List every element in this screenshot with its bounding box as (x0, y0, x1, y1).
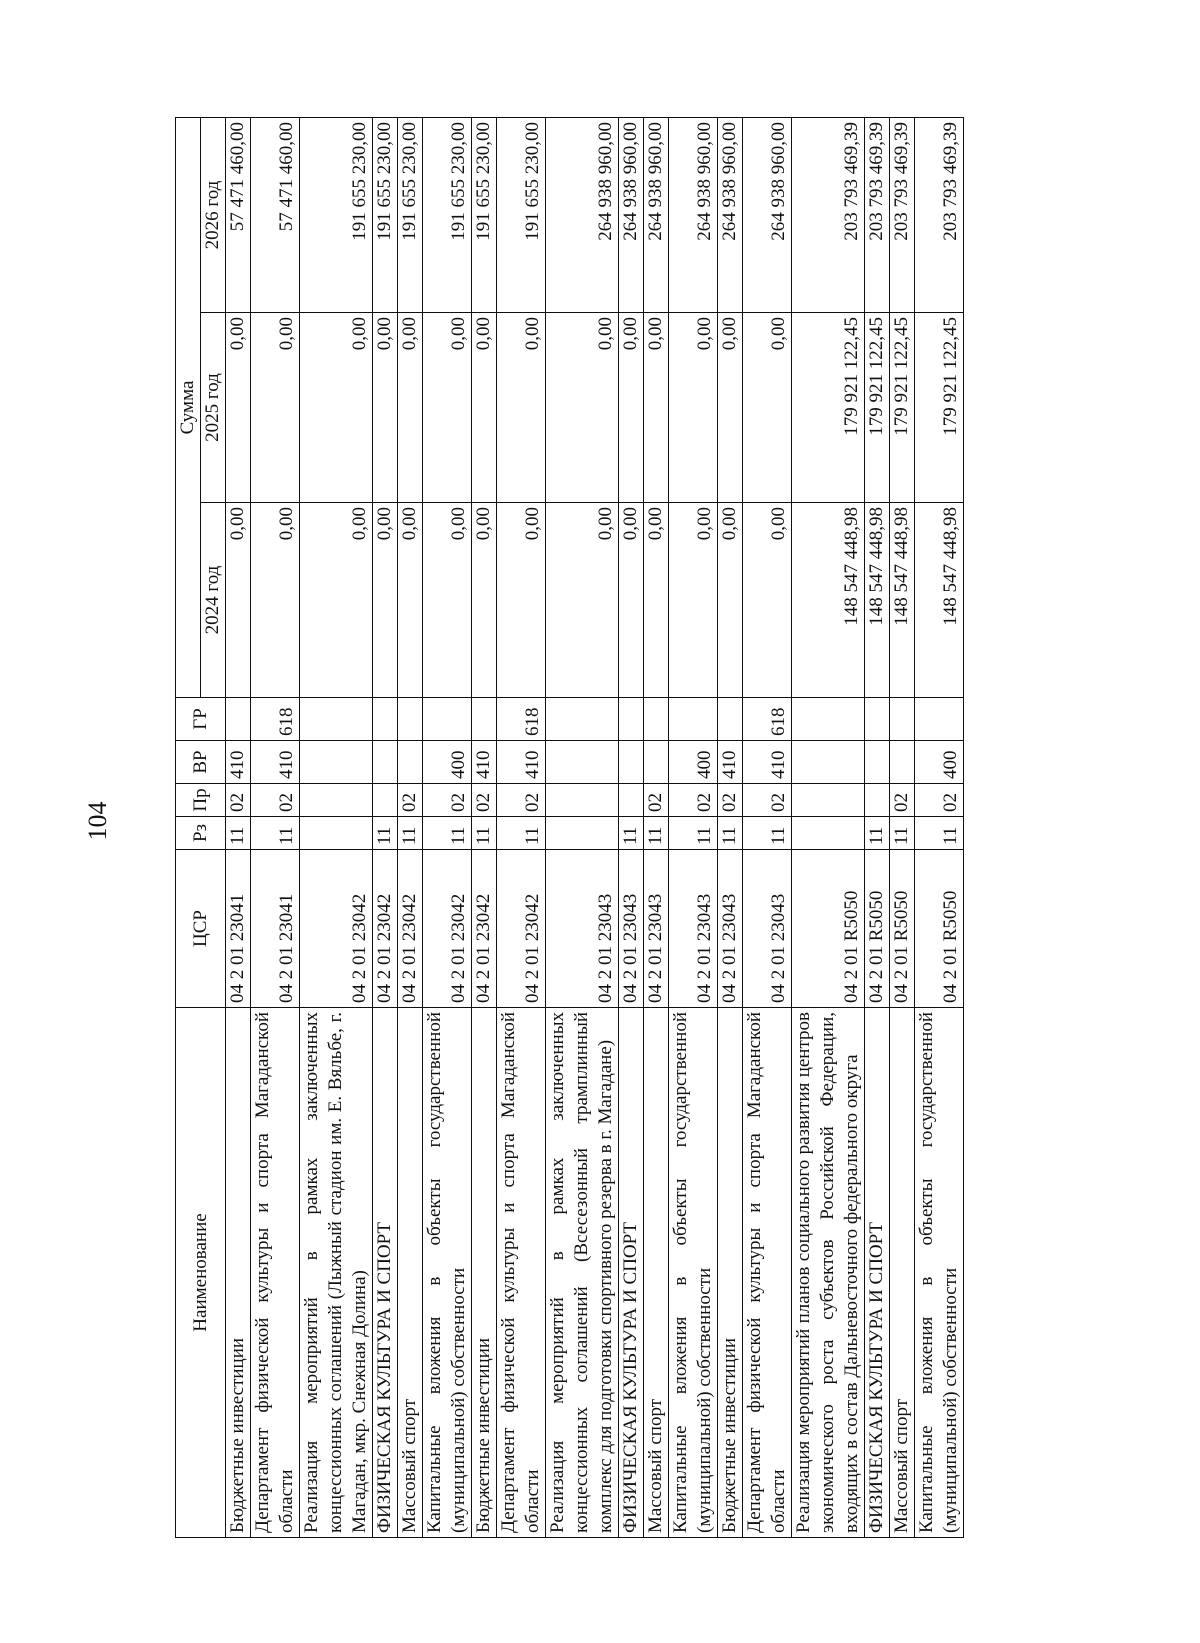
table-row (226, 118, 251, 1538)
row-gr (472, 698, 497, 741)
row-pr: 02 (472, 784, 497, 817)
row-sum-2025: 0,00 (718, 313, 743, 503)
table-row (669, 118, 718, 1538)
table-row (497, 118, 546, 1538)
row-gr (915, 698, 964, 741)
row-rz: 11 (644, 817, 669, 850)
row-csr: 04 2 01 23043 (669, 850, 718, 1008)
row-sum-2024: 0,00 (718, 503, 743, 698)
row-pr: 02 (915, 784, 964, 817)
row-vr (865, 741, 890, 784)
row-pr: 02 (423, 784, 472, 817)
row-sum-2024: 0,00 (497, 503, 546, 698)
row-rz: 11 (718, 817, 743, 850)
row-csr: 04 2 01 23042 (472, 850, 497, 1008)
row-rz: 11 (373, 817, 398, 850)
row-rz: 11 (398, 817, 423, 850)
row-sum-2024: 0,00 (251, 503, 300, 698)
row-gr (423, 698, 472, 741)
row-sum-2025: 0,00 (251, 313, 300, 503)
row-vr (373, 741, 398, 784)
table-row (619, 118, 644, 1538)
row-sum-2025: 179 921 122,45 (890, 313, 915, 503)
table-row (398, 118, 423, 1538)
row-vr (890, 741, 915, 784)
row-vr (792, 741, 865, 784)
header-vr: ВР (176, 741, 226, 784)
row-rz (300, 817, 373, 850)
table-body (226, 118, 964, 1538)
row-sum-2026: 57 471 460,00 (251, 118, 300, 313)
row-sum-2024: 0,00 (226, 503, 251, 698)
row-pr: 02 (669, 784, 718, 817)
row-sum-2025: 0,00 (669, 313, 718, 503)
row-gr (792, 698, 865, 741)
row-rz: 11 (226, 817, 251, 850)
row-name: Капитальные вложения в объекты государственной (муниципальной) собственности (423, 1008, 472, 1538)
page-number: 104 (83, 801, 112, 841)
row-name: Массовый спорт (398, 1008, 423, 1538)
row-name: Бюджетные инвестиции (718, 1008, 743, 1538)
table-row (890, 118, 915, 1538)
row-sum-2025: 0,00 (226, 313, 251, 503)
row-gr (373, 698, 398, 741)
row-name: Реализация мероприятий в рамках заключенных концессионных соглашений (Всесезонный трамплинный комплекс для подготовки спортивного резерва в г. Магадане) (546, 1008, 619, 1538)
row-rz: 11 (915, 817, 964, 850)
row-pr: 02 (226, 784, 251, 817)
row-sum-2024: 0,00 (743, 503, 792, 698)
row-csr: 04 2 01 R5050 (890, 850, 915, 1008)
row-vr: 410 (497, 741, 546, 784)
row-sum-2026: 264 938 960,00 (718, 118, 743, 313)
table-row (915, 118, 964, 1538)
row-sum-2026: 203 793 469,39 (792, 118, 865, 313)
row-sum-2024: 148 547 448,98 (890, 503, 915, 698)
row-sum-2026: 264 938 960,00 (644, 118, 669, 313)
row-sum-2026: 191 655 230,00 (300, 118, 373, 313)
row-name: ФИЗИЧЕСКАЯ КУЛЬТУРА И СПОРТ (373, 1008, 398, 1538)
row-name: ФИЗИЧЕСКАЯ КУЛЬТУРА И СПОРТ (619, 1008, 644, 1538)
header-2026: 2026 год (201, 118, 226, 313)
row-vr (644, 741, 669, 784)
header-csr: ЦСР (176, 850, 226, 1008)
row-vr (619, 741, 644, 784)
row-gr (890, 698, 915, 741)
row-sum-2025: 0,00 (373, 313, 398, 503)
row-name: ФИЗИЧЕСКАЯ КУЛЬТУРА И СПОРТ (865, 1008, 890, 1538)
row-rz: 11 (619, 817, 644, 850)
row-sum-2025: 0,00 (300, 313, 373, 503)
row-name: Капитальные вложения в объекты государственной (муниципальной) собственности (915, 1008, 964, 1538)
row-sum-2024: 0,00 (644, 503, 669, 698)
table-row (373, 118, 398, 1538)
row-csr: 04 2 01 23043 (743, 850, 792, 1008)
row-gr (669, 698, 718, 741)
row-sum-2025: 0,00 (743, 313, 792, 503)
row-name: Бюджетные инвестиции (472, 1008, 497, 1538)
header-name: Наименование (176, 1008, 226, 1538)
row-name: Массовый спорт (890, 1008, 915, 1538)
header-gr: ГР (176, 698, 226, 741)
table-row (792, 118, 865, 1538)
row-rz: 11 (497, 817, 546, 850)
row-sum-2024: 148 547 448,98 (792, 503, 865, 698)
row-gr (718, 698, 743, 741)
row-pr (300, 784, 373, 817)
row-sum-2026: 264 938 960,00 (546, 118, 619, 313)
header-rz: Рз (176, 817, 226, 850)
row-sum-2026: 191 655 230,00 (472, 118, 497, 313)
row-csr: 04 2 01 23041 (251, 850, 300, 1008)
row-gr (865, 698, 890, 741)
row-csr: 04 2 01 23043 (718, 850, 743, 1008)
row-sum-2025: 0,00 (497, 313, 546, 503)
row-rz: 11 (669, 817, 718, 850)
row-csr: 04 2 01 R5050 (865, 850, 890, 1008)
row-sum-2024: 0,00 (398, 503, 423, 698)
row-vr: 410 (743, 741, 792, 784)
header-2024: 2024 год (201, 503, 226, 698)
row-rz: 11 (423, 817, 472, 850)
row-vr: 400 (669, 741, 718, 784)
row-name: Бюджетные инвестиции (226, 1008, 251, 1538)
row-sum-2026: 191 655 230,00 (398, 118, 423, 313)
row-vr: 400 (423, 741, 472, 784)
row-sum-2026: 57 471 460,00 (226, 118, 251, 313)
row-csr: 04 2 01 23042 (423, 850, 472, 1008)
table-row (644, 118, 669, 1538)
row-pr: 02 (644, 784, 669, 817)
row-sum-2024: 148 547 448,98 (865, 503, 890, 698)
row-csr: 04 2 01 23042 (300, 850, 373, 1008)
row-vr: 400 (915, 741, 964, 784)
row-rz: 11 (743, 817, 792, 850)
row-pr: 02 (251, 784, 300, 817)
row-sum-2025: 0,00 (472, 313, 497, 503)
table-row (865, 118, 890, 1538)
row-gr: 618 (251, 698, 300, 741)
row-name: Департамент физической культуры и спорта Магаданской области (497, 1008, 546, 1538)
row-csr: 04 2 01 23043 (619, 850, 644, 1008)
row-sum-2026: 191 655 230,00 (373, 118, 398, 313)
row-sum-2025: 0,00 (423, 313, 472, 503)
row-sum-2024: 0,00 (619, 503, 644, 698)
row-sum-2026: 191 655 230,00 (423, 118, 472, 313)
row-sum-2026: 264 938 960,00 (619, 118, 644, 313)
row-sum-2024: 148 547 448,98 (915, 503, 964, 698)
row-gr: 618 (497, 698, 546, 741)
row-csr: 04 2 01 23042 (497, 850, 546, 1008)
row-name: Капитальные вложения в объекты государственной (муниципальной) собственности (669, 1008, 718, 1538)
row-csr: 04 2 01 R5050 (915, 850, 964, 1008)
row-csr: 04 2 01 23043 (546, 850, 619, 1008)
row-pr (792, 784, 865, 817)
row-csr: 04 2 01 R5050 (792, 850, 865, 1008)
row-vr: 410 (251, 741, 300, 784)
table-row (546, 118, 619, 1538)
row-sum-2024: 0,00 (472, 503, 497, 698)
row-sum-2025: 0,00 (398, 313, 423, 503)
row-vr: 410 (226, 741, 251, 784)
row-csr: 04 2 01 23041 (226, 850, 251, 1008)
row-gr (546, 698, 619, 741)
row-pr (865, 784, 890, 817)
row-pr: 02 (890, 784, 915, 817)
row-sum-2024: 0,00 (423, 503, 472, 698)
row-vr: 410 (472, 741, 497, 784)
table-row (718, 118, 743, 1538)
row-rz: 11 (251, 817, 300, 850)
row-gr (619, 698, 644, 741)
row-sum-2024: 0,00 (373, 503, 398, 698)
row-rz: 11 (472, 817, 497, 850)
row-sum-2025: 0,00 (619, 313, 644, 503)
header-pr: Пр (176, 784, 226, 817)
row-sum-2026: 203 793 469,39 (865, 118, 890, 313)
row-rz: 11 (890, 817, 915, 850)
row-sum-2025: 0,00 (546, 313, 619, 503)
row-pr: 02 (718, 784, 743, 817)
row-pr (546, 784, 619, 817)
row-sum-2024: 0,00 (669, 503, 718, 698)
row-gr (644, 698, 669, 741)
header-2025: 2025 год (201, 313, 226, 503)
row-csr: 04 2 01 23042 (398, 850, 423, 1008)
header-sum: Сумма (176, 118, 201, 698)
table-row (472, 118, 497, 1538)
table-row (423, 118, 472, 1538)
row-gr: 618 (743, 698, 792, 741)
row-gr (226, 698, 251, 741)
budget-table (175, 117, 964, 1538)
row-sum-2024: 0,00 (546, 503, 619, 698)
table-row (251, 118, 300, 1538)
row-pr: 02 (398, 784, 423, 817)
row-rz (792, 817, 865, 850)
row-vr (546, 741, 619, 784)
row-vr: 410 (718, 741, 743, 784)
row-sum-2026: 264 938 960,00 (743, 118, 792, 313)
row-gr (300, 698, 373, 741)
row-name: Массовый спорт (644, 1008, 669, 1538)
table-row (300, 118, 373, 1538)
row-sum-2026: 191 655 230,00 (497, 118, 546, 313)
row-sum-2026: 203 793 469,39 (915, 118, 964, 313)
header-row-1 (176, 118, 201, 1538)
row-vr (398, 741, 423, 784)
row-csr: 04 2 01 23042 (373, 850, 398, 1008)
row-rz: 11 (865, 817, 890, 850)
table-row (743, 118, 792, 1538)
row-sum-2026: 203 793 469,39 (890, 118, 915, 313)
row-sum-2026: 264 938 960,00 (669, 118, 718, 313)
row-name: Реализация мероприятий планов социального развития центров экономического роста субъектов Российской Федерации, входящих в состав Дальневосточного федерального округа (792, 1008, 865, 1538)
rotated-table-wrapper (175, 118, 1075, 1538)
row-pr (619, 784, 644, 817)
row-sum-2025: 179 921 122,45 (792, 313, 865, 503)
row-pr: 02 (497, 784, 546, 817)
row-gr (398, 698, 423, 741)
row-name: Департамент физической культуры и спорта Магаданской области (743, 1008, 792, 1538)
row-sum-2025: 179 921 122,45 (915, 313, 964, 503)
row-rz (546, 817, 619, 850)
row-sum-2025: 179 921 122,45 (865, 313, 890, 503)
row-pr: 02 (743, 784, 792, 817)
row-vr (300, 741, 373, 784)
row-sum-2025: 0,00 (644, 313, 669, 503)
row-name: Реализация мероприятий в рамках заключенных концессионных соглашений (Лыжный стадион им. Е. Вяльбе, г. Магадан, мкр. Снежная Долина) (300, 1008, 373, 1538)
row-name: Департамент физической культуры и спорта Магаданской области (251, 1008, 300, 1538)
row-csr: 04 2 01 23043 (644, 850, 669, 1008)
row-pr (373, 784, 398, 817)
row-sum-2024: 0,00 (300, 503, 373, 698)
